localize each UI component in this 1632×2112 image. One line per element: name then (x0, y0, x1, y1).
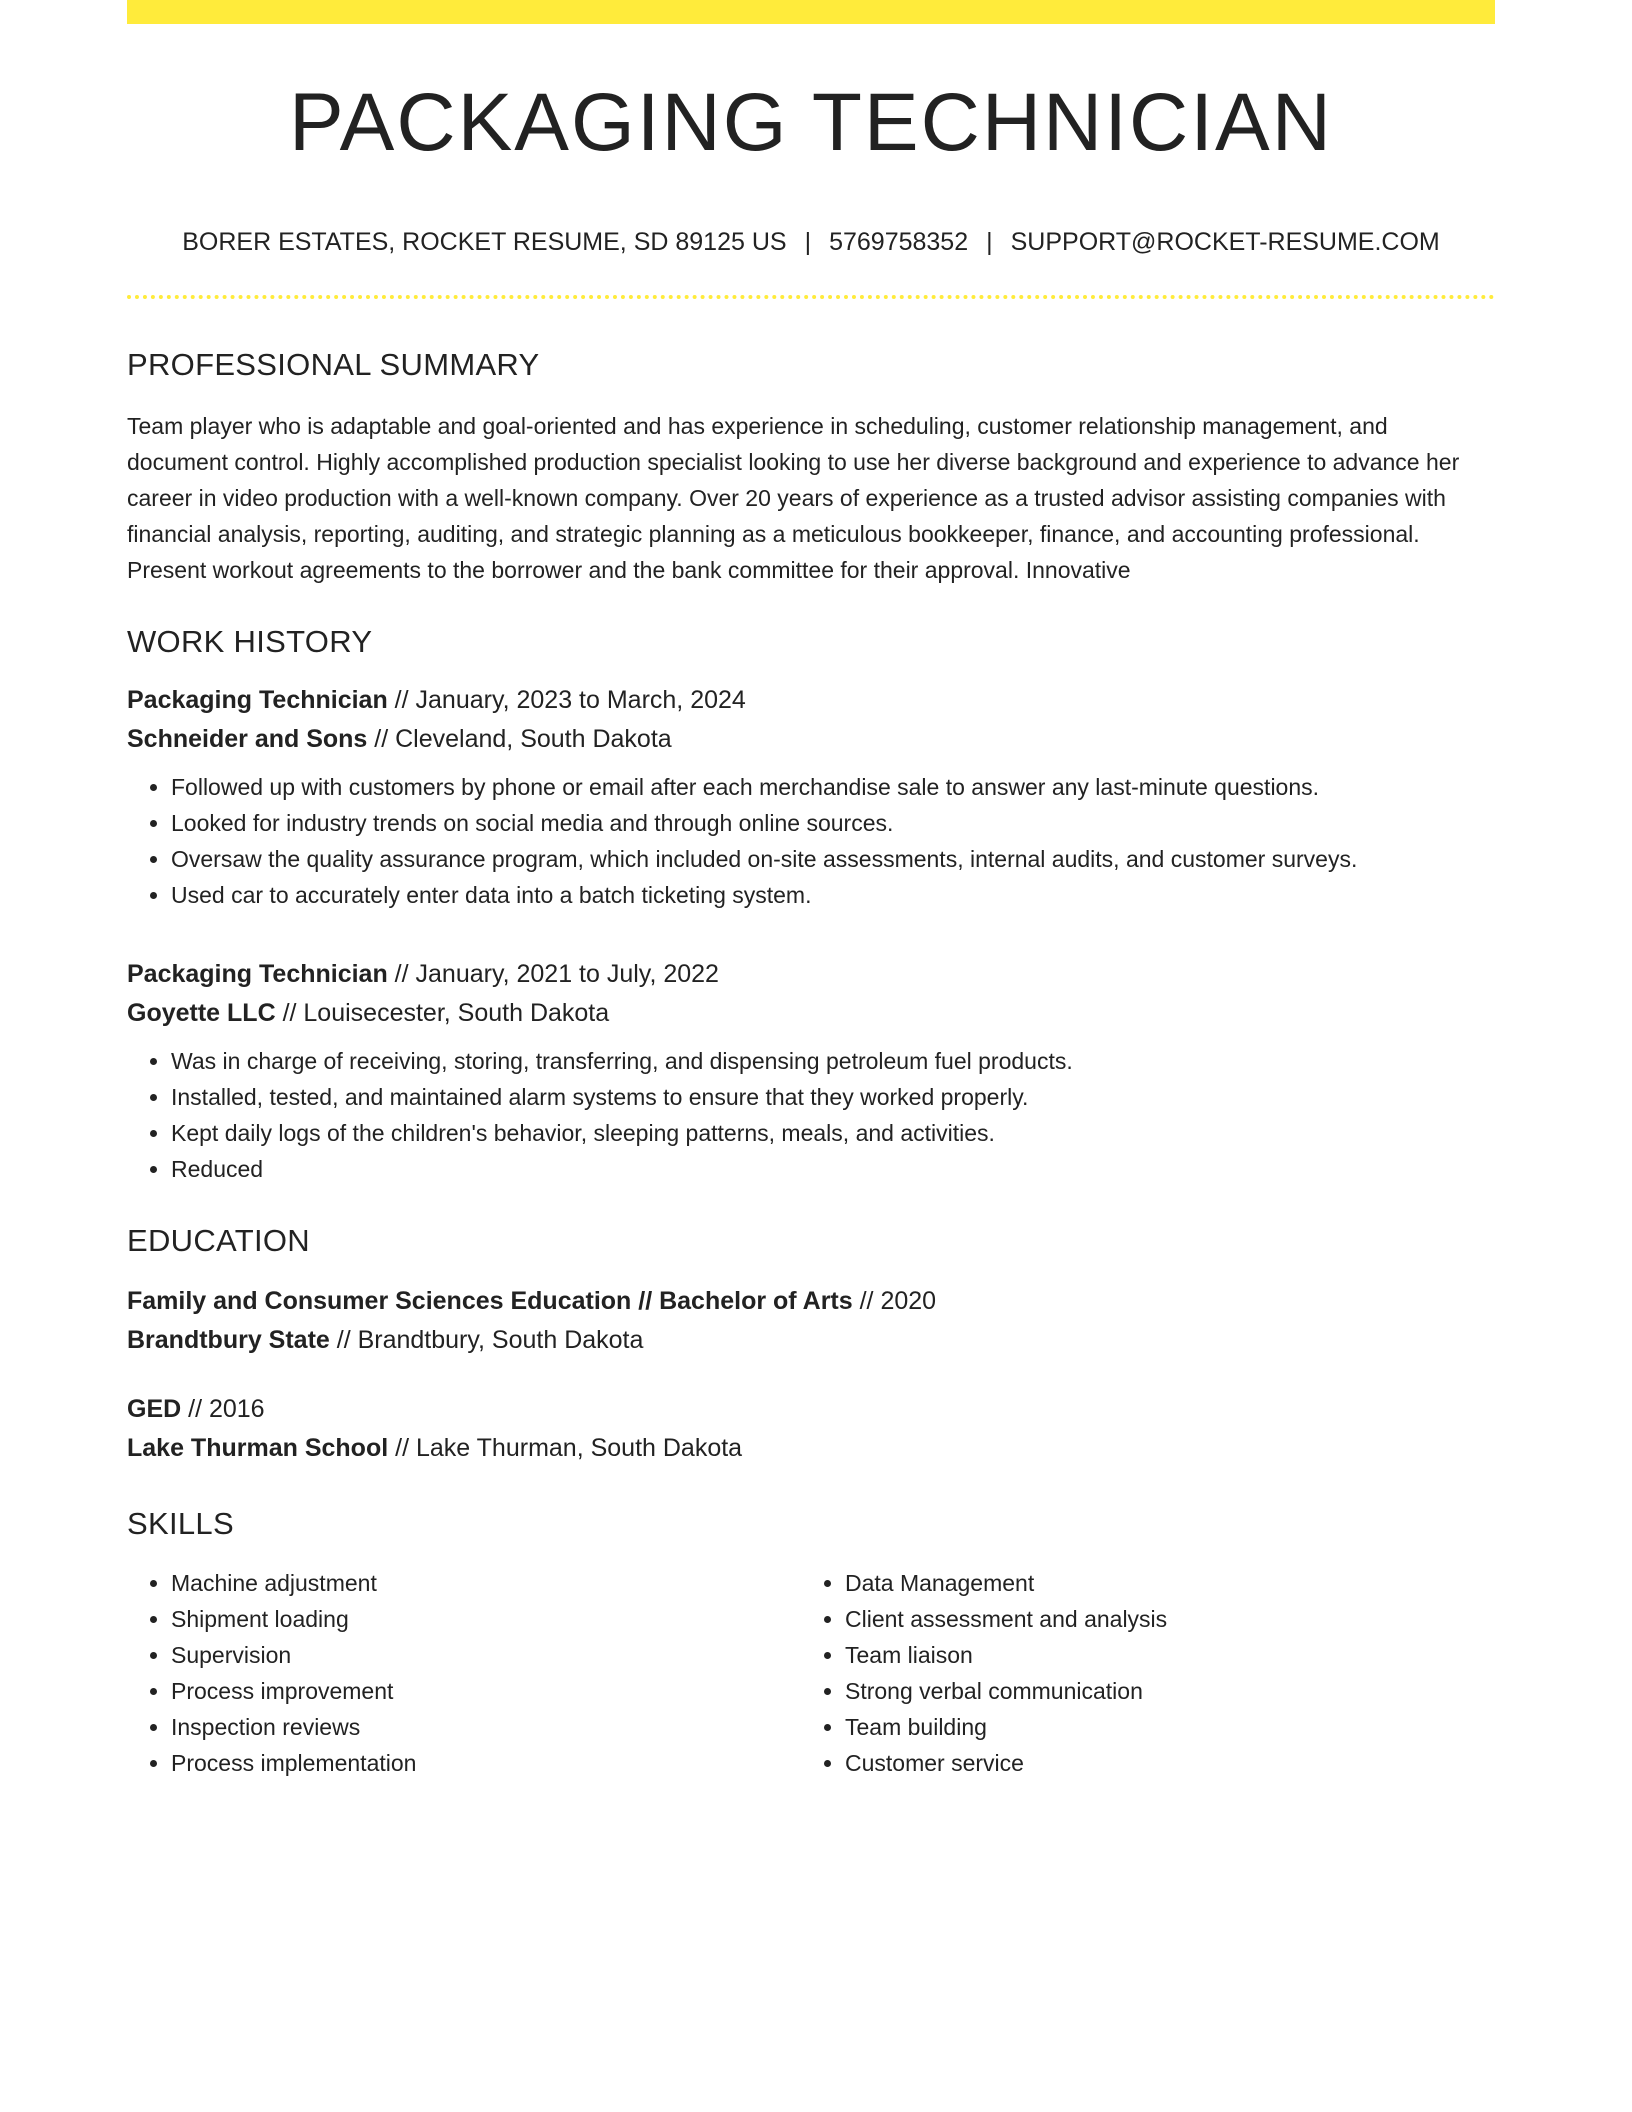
education-heading: EDUCATION (127, 1223, 310, 1258)
skills-grid (127, 1565, 1495, 1781)
education-degree-line (127, 1390, 1495, 1429)
skill-item: • Team liaison (845, 1637, 1475, 1673)
education-school-line (127, 1321, 1495, 1360)
top-accent-bar (127, 0, 1495, 24)
contact-address: BORER ESTATES, ROCKET RESUME, SD 89125 US (182, 228, 787, 256)
list-item: • Used car to accurately enter data into a batch ticketing system. (171, 877, 1495, 913)
skill-item: • Team building (845, 1709, 1475, 1745)
job-role: Packaging Technician (127, 686, 388, 714)
job-location: // Cleveland, South Dakota (367, 725, 672, 753)
education-location: // Brandtbury, South Dakota (329, 1326, 644, 1354)
skill-item: • Shipment loading (171, 1601, 801, 1637)
list-item: • Installed, tested, and maintained alarm systems to ensure that they worked properly. (171, 1079, 1495, 1115)
job-dates: // January, 2021 to July, 2022 (387, 960, 719, 988)
skill-item: • Machine adjustment (171, 1565, 801, 1601)
contact-line (127, 230, 1495, 255)
list-item: • Looked for industry trends on social media and through online sources. (171, 805, 1495, 841)
resume-page (127, 0, 1495, 1781)
job-dates: // January, 2023 to March, 2024 (387, 686, 746, 714)
list-item: • Reduced (171, 1151, 1495, 1187)
skill-item: • Supervision (171, 1637, 801, 1673)
list-item: • Kept daily logs of the children's behavior, sleeping patterns, meals, and activities. (171, 1115, 1495, 1151)
job-role: Packaging Technician (127, 960, 388, 988)
skill-item: • Customer service (845, 1745, 1475, 1781)
education-school: Brandtbury State (127, 1326, 330, 1354)
skills-column-right (801, 1565, 1475, 1781)
education-location: // Lake Thurman, South Dakota (388, 1434, 743, 1462)
job-bullets (127, 1043, 1495, 1187)
skills-heading: SKILLS (127, 1506, 234, 1541)
education-school: Lake Thurman School (127, 1434, 389, 1462)
contact-separator: | (804, 228, 812, 256)
job-company: Schneider and Sons (127, 725, 368, 753)
skill-item: • Process improvement (171, 1673, 801, 1709)
education-year: // 2016 (181, 1395, 265, 1423)
education-year: // 2020 (852, 1287, 937, 1315)
contact-phone: 5769758352 (829, 228, 969, 256)
skills-list (801, 1565, 1475, 1781)
job-company-line (127, 720, 1495, 759)
skills-list (127, 1565, 801, 1781)
job-company-line (127, 994, 1495, 1033)
education-degree-line (127, 1282, 1495, 1321)
job-entry (127, 681, 1495, 913)
list-item: • Was in charge of receiving, storing, transferring, and dispensing petroleum fuel products. (171, 1043, 1495, 1079)
contact-separator: | (986, 228, 993, 256)
education-degree: Family and Consumer Sciences Education // Bachelor of Arts (127, 1287, 853, 1315)
dotted-divider (127, 295, 1495, 299)
education-school-line (127, 1429, 1495, 1468)
summary-text: Team player who is adaptable and goal-oriented and has experience in scheduling, customer relationship management, and document control. Highly accomplished production specialist looking to use her diverse background and experience to advance her career in video production with a well-known company. Over 20 years of experience as a trusted advisor assisting companies with financial analysis, reporting, auditing, and strategic planning as a meticulous bookkeeper, finance, and accounting professional. Present workout agreements to the borrower and the bank committee for their approval. Innovative (127, 413, 1460, 583)
candidate-name: PACKAGING TECHNICIAN (289, 77, 1333, 168)
job-title-line (127, 955, 1495, 994)
job-company: Goyette LLC (127, 999, 276, 1027)
work-history-heading: WORK HISTORY (127, 624, 373, 659)
skill-item: • Inspection reviews (171, 1709, 801, 1745)
job-entry (127, 955, 1495, 1187)
education-degree: GED (127, 1395, 182, 1423)
education-entry (127, 1282, 1495, 1360)
list-item: • Followed up with customers by phone or email after each merchandise sale to answer any last-minute questions. (171, 769, 1495, 805)
contact-email: SUPPORT@ROCKET-RESUME.COM (1010, 228, 1440, 256)
summary-heading: PROFESSIONAL SUMMARY (127, 347, 540, 382)
skill-item: • Data Management (845, 1565, 1475, 1601)
job-title-line (127, 681, 1495, 720)
skill-item: • Strong verbal communication (845, 1673, 1475, 1709)
job-location: // Louisecester, South Dakota (275, 999, 610, 1027)
job-bullets (127, 769, 1495, 913)
education-entry (127, 1390, 1495, 1468)
skill-item: • Process implementation (171, 1745, 801, 1781)
skill-item: • Client assessment and analysis (845, 1601, 1475, 1637)
list-item: • Oversaw the quality assurance program, which included on-site assessments, internal audits, and customer surveys. (171, 841, 1495, 877)
skills-column-left (127, 1565, 801, 1781)
